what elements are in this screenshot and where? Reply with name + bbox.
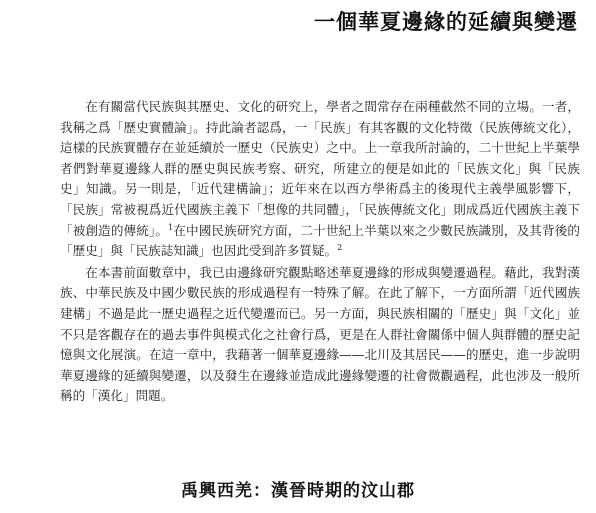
- paragraph-text: 在中國民族研究方面，二十世紀上半葉以來之少數民族識別，及其背後的「歷史」與「民族誌知識」也因此受到許多質疑。: [60, 222, 581, 259]
- paragraph-text: 在有關當代民族與其歷史、文化的研究上，學者之間常存在兩種截然不同的立場。一者，我稱之爲「歷史實體論」。持此論者認爲，一「民族」有其客觀的文化特徵（民族傳統文化），這樣的民族實體存在並延續於一歷史（民族史）之中。上一章我所討論的，二十世紀上半葉學者們對華夏邊緣人群的歷史與民族考察、研究，所建立的便是如此的「民族文化」與「民族史」知識。另一則是，「近代建構論」；近年來在以西方學術爲主的後現代主義學風影響下，「民族」常被視爲近代國族主義下「想像的共同體」，「民族傳統文化」則成爲近代國族主義下「被創造的傳統」。: [60, 99, 580, 238]
- paragraph-2: [60, 263, 580, 407]
- chapter-title: 一個華夏邊緣的延續與變遷: [314, 9, 578, 34]
- body-text: [60, 97, 580, 407]
- footnote-ref[interactable]: 1: [168, 222, 174, 232]
- section-heading: 禹興西羌：漢晉時期的汶山郡: [181, 481, 415, 501]
- paragraph-1: [60, 97, 580, 262]
- paragraph-text: 在本書前面數章中，我已由邊緣研究觀點略述華夏邊緣的形成與變遷過程。藉此，我對漢族、中華民族及中國少數民族的形成過程有一特殊了解。在此了解下，一方面所謂「近代國族建構」不過是此一歷史過程之近代變遷而已。另一方面，與民族相關的「歷史」與「文化」並不只是客觀存在的過去事件與模式化之社會行爲，更是在人群社會關係中個人與群體的歷史記憶與文化展演。在這一章中，我藉著一個華夏邊緣——北川及其居民——的歷史，進一步說明華夏邊緣的延續與變遷，以及發生在邊緣並造成此邊緣變遷的社會微觀過程，此也涉及一般所稱的「漢化」問題。: [60, 264, 580, 404]
- footnote-ref[interactable]: 2: [337, 242, 343, 252]
